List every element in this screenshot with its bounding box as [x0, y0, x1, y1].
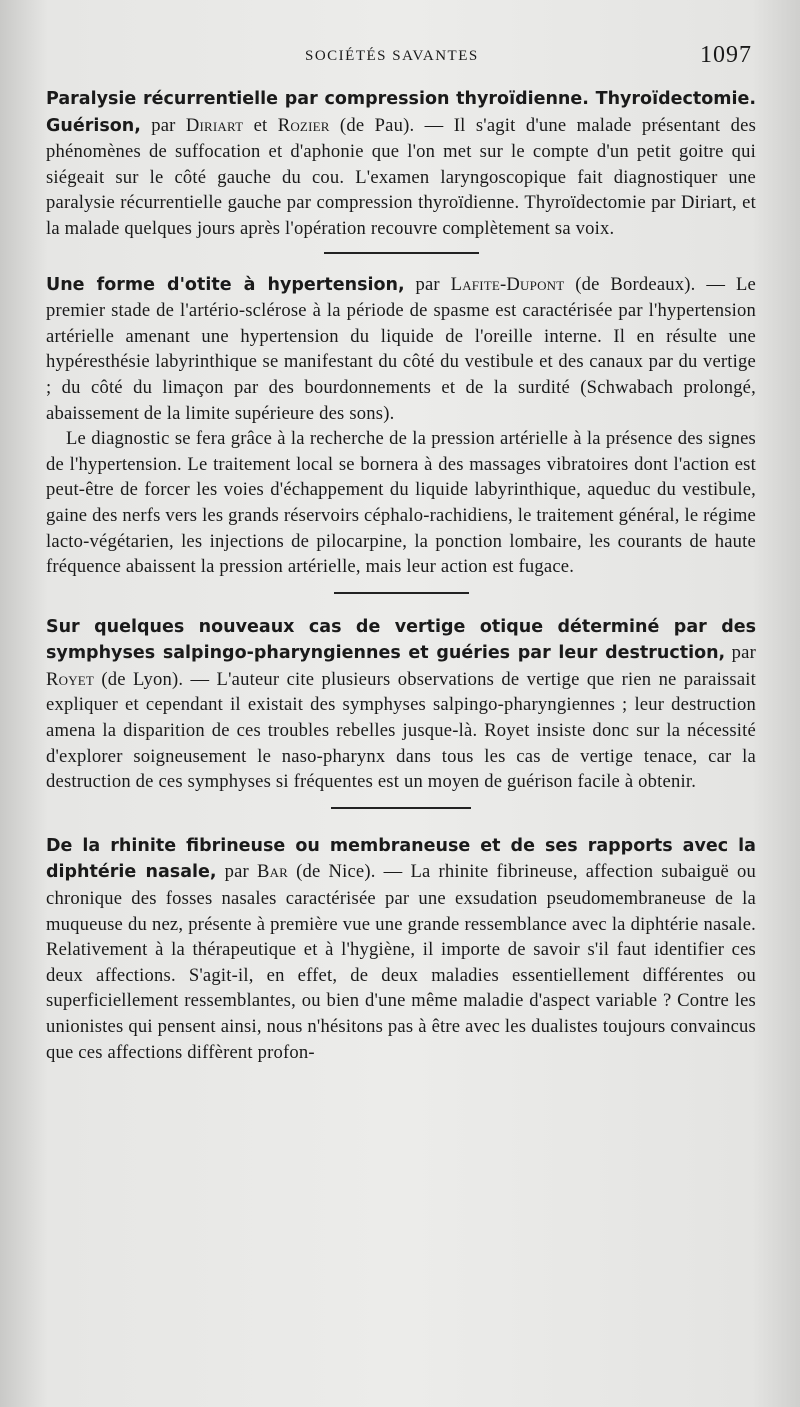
article-title: Paralysie récurrentielle par compression thyroïdienne. Thyroïdectomie. Guérison,: [46, 89, 756, 136]
section-divider: [324, 252, 479, 254]
par-text: par: [404, 273, 451, 295]
conjunction-text: et: [243, 114, 278, 136]
article-vertige: [46, 614, 756, 795]
affiliation-text: (de Nice). —: [288, 861, 411, 883]
article-title: Sur quelques nouveaux cas de vertige otique déterminé par des symphyses salpingo-pharyngiennes et guéries par leur destruction,: [46, 616, 756, 664]
article-rhinite: [46, 833, 756, 1065]
running-title: SOCIÉTÉS SAVANTES: [305, 48, 479, 64]
page-header: [0, 42, 800, 82]
article-body: La rhinite fibrineuse, affection subaiguë ou chronique des fosses nasales caractérisée par une exsudation pseudomembraneuse de la muqueuse du nez, présente à première vue une grande ressemblance avec la diphtérie nasale. Relativement à la thérapeutique et à l'hygiène, il importe de savoir s'il faut identifier ces deux affections. S'agit-il, en effet, de deux maladies essentiellement différentes ou superficiellement ressemblantes, ou bien d'une même maladie d'aspect variable ? Contre les unionistes qui pensent ainsi, nous n'hésitons pas à être avec les dualistes toujours convaincus que ces affections diffèrent profon-: [46, 861, 757, 1063]
par-text: par: [140, 114, 186, 136]
par-text: par: [216, 861, 257, 883]
affiliation-text: (de Pau). —: [329, 114, 454, 136]
article-title: De la rhinite fibrineuse ou membraneuse et de ses rapports avec la diphtérie nasale,: [46, 835, 756, 883]
article-title: Une forme d'otite à hypertension,: [46, 274, 405, 295]
article-body-paragraph: Le diagnostic se fera grâce à la recherche de la pression artérielle à la présence des signes de l'hypertension. Le traitement local se bornera à des massages vibratoires dont l'action est peut-être de forcer les voies d'échappement du liquide labyrinthique, aqueduc du vestibule, gaine des nerfs vers les grands réservoirs céphalo-rachidiens, le traitement général, le régime lacto-végétarien, les injections de pilocarpine, la ponction lombaire, les courants de haute fréquence abaissent la pression artérielle, mais leur action est fugace.: [46, 428, 756, 578]
article-body: Le premier stade de l'artério-sclérose à la période de spasme est caractérisée par l'hypertension artérielle amenant une hypertension du liquide de l'oreille interne. Il en résulte une hypéresthésie labyrinthique se manifestant du côté du vestibule et des canaux par du vertige ; du côté du limaçon par des bourdonnements et de la surdité (Schwabach prolongé, abaissement de la limite supérieure des sons).: [46, 273, 756, 424]
affiliation-text: (de Lyon). —: [94, 668, 217, 690]
affiliation-text: (de Bordeaux). —: [564, 273, 736, 295]
author-name: Lafite-Dupont: [450, 273, 565, 295]
author-name: Bar: [256, 861, 289, 883]
article-body: Il s'agit d'une malade présentant des phénomènes de suffocation et d'aphonie que l'on met sur le compte d'un petit goitre qui siégeait sur le côté gauche du cou. L'examen laryngoscopique fait diagnostiquer une paralysie récurrentielle gauche par compression thyroïdienne. Thyroïdectomie par Diriart, et la malade quelques jours après l'opération recouvre complètement sa voix.: [46, 114, 757, 239]
article-body: L'auteur cite plusieurs observations de vertige que rien ne paraissait expliquer et cependant il existait des symphyses salpingo-pharyngiennes ; leur destruction amena la disparition de ces troubles rebelles jusque-là. Royet insiste donc sur la nécessité d'explorer soigneusement le naso-pharynx dans tous les cas de vertige tenace, car la destruction de ces symphyses si fréquentes est un moyen de guérison facile à obtenir.: [46, 668, 756, 793]
article-otite: [46, 272, 756, 427]
section-divider: [334, 592, 469, 594]
author-name: Rozier: [277, 114, 330, 136]
author-name: Royet: [46, 668, 95, 690]
author-name: Diriart: [185, 114, 244, 136]
section-divider: [331, 807, 471, 809]
article-paralysie: [46, 86, 756, 242]
page-number: 1097: [700, 42, 752, 68]
par-text: par: [725, 642, 756, 664]
page-body: [46, 86, 756, 1065]
